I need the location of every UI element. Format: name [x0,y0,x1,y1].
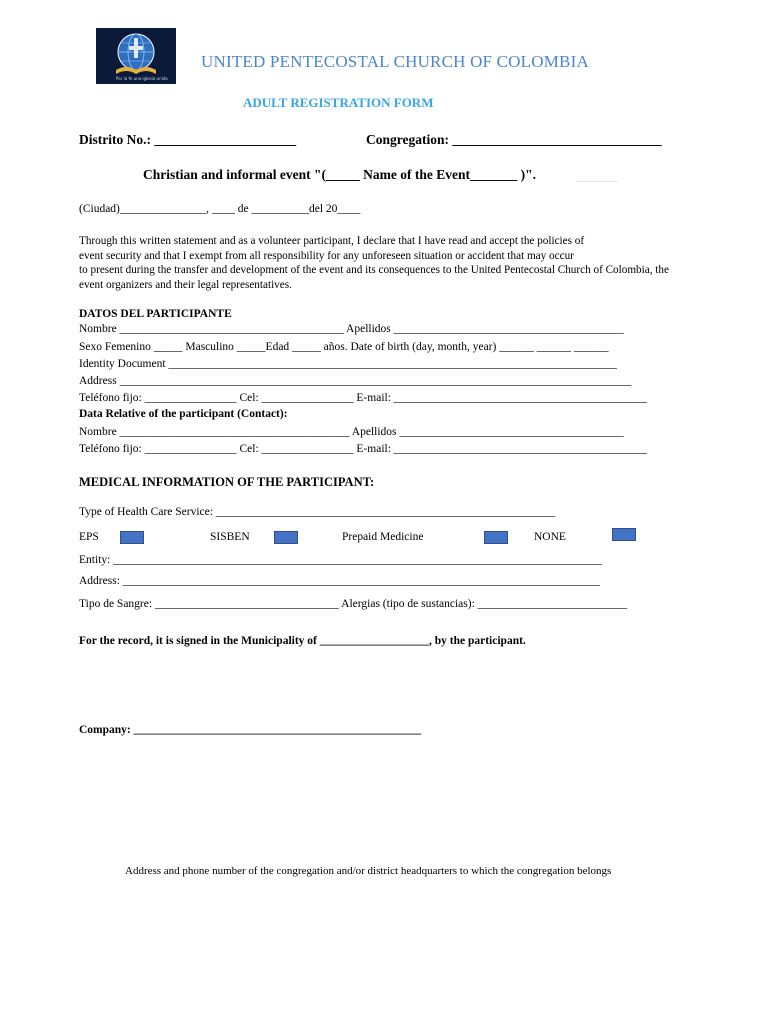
medical-heading: MEDICAL INFORMATION OF THE PARTICIPANT: [79,475,375,489]
sisben-checkbox[interactable] [274,531,298,544]
contact-name-field[interactable]: Nombre ________________________________________ Apellidos _______________________________________ [79,426,624,438]
entity-field[interactable]: Entity: _____________________________________________________________________________________ [79,554,602,566]
contact-phone-field[interactable]: Teléfono fijo: ________________ Cel: ________________ E-mail: ____________________________________________ [79,443,647,455]
health-service-field[interactable]: Type of Health Care Service: ___________________________________________________________ [79,506,556,518]
statement-line: Through this written statement and as a volunteer participant, I declare that I have read and accept the policies of [79,235,585,247]
prepaid-medicine-checkbox[interactable] [484,531,508,544]
medical-address-field[interactable]: Address: ___________________________________________________________________________________ [79,575,601,587]
district-field[interactable]: Distrito No.: _____________________ [79,132,297,147]
event-name-field[interactable]: Christian and informal event "(_____ Name of the Event_______ )". [143,167,536,182]
statement-paragraph [79,234,719,293]
blood-allergy-field[interactable]: Tipo de Sangre: ________________________________ Alergias (tipo de sustancias): __________________________ [79,598,628,610]
option-eps-label: EPS [79,531,99,543]
statement-line: event security and that I exempt from all responsibility for any unforeseen situation or accident that may occur [79,249,574,262]
signed-municipality-field[interactable]: For the record, it is signed in the Municipality of ___________________, by the participant. [79,635,526,647]
contact-heading: Data Relative of the participant (Contact): [79,408,288,420]
option-prepaid-label: Prepaid Medicine [342,531,424,543]
logo-tagline: Por la fe una iglesia unida [116,76,168,81]
participant-heading: DATOS DEL PARTICIPANTE [79,308,232,320]
eps-checkbox[interactable] [120,531,144,544]
city-date-field[interactable]: (Ciudad)_______________, ____ de __________del 20____ [79,203,361,215]
participant-address-field[interactable]: Address _________________________________________________________________________________________ [79,375,632,387]
company-field[interactable]: Company: __________________________________________________ [79,724,422,736]
option-none-label: NONE [534,531,566,543]
faint-rule [576,181,618,182]
congregation-address-note: Address and phone number of the congregation and/or district headquarters to which the congregation belongs [125,865,612,877]
participant-name-field[interactable]: Nombre _______________________________________ Apellidos ________________________________________ [79,323,624,335]
congregation-field[interactable]: Congregation: _______________________________ [366,132,662,147]
none-checkbox[interactable] [612,528,636,541]
participant-sex-age-field[interactable]: Sexo Femenino _____ Masculino _____Edad _____ años. Date of birth (day, month, year) ______ ______ ______ [79,341,609,353]
church-logo [96,28,176,84]
statement-line: event organizers and their legal representatives. [79,279,292,292]
identity-document-field[interactable]: Identity Document ______________________________________________________________________________ [79,358,617,370]
statement-line: to present during the transfer and development of the event and its consequences to the United Pentecostal Church of Colombia, the [79,264,669,277]
form-title: ADULT REGISTRATION FORM [243,95,434,110]
participant-phone-field[interactable]: Teléfono fijo: ________________ Cel: ________________ E-mail: ____________________________________________ [79,392,647,404]
option-sisben-label: SISBEN [210,531,250,543]
organization-name: UNITED PENTECOSTAL CHURCH OF COLOMBIA [201,52,589,71]
